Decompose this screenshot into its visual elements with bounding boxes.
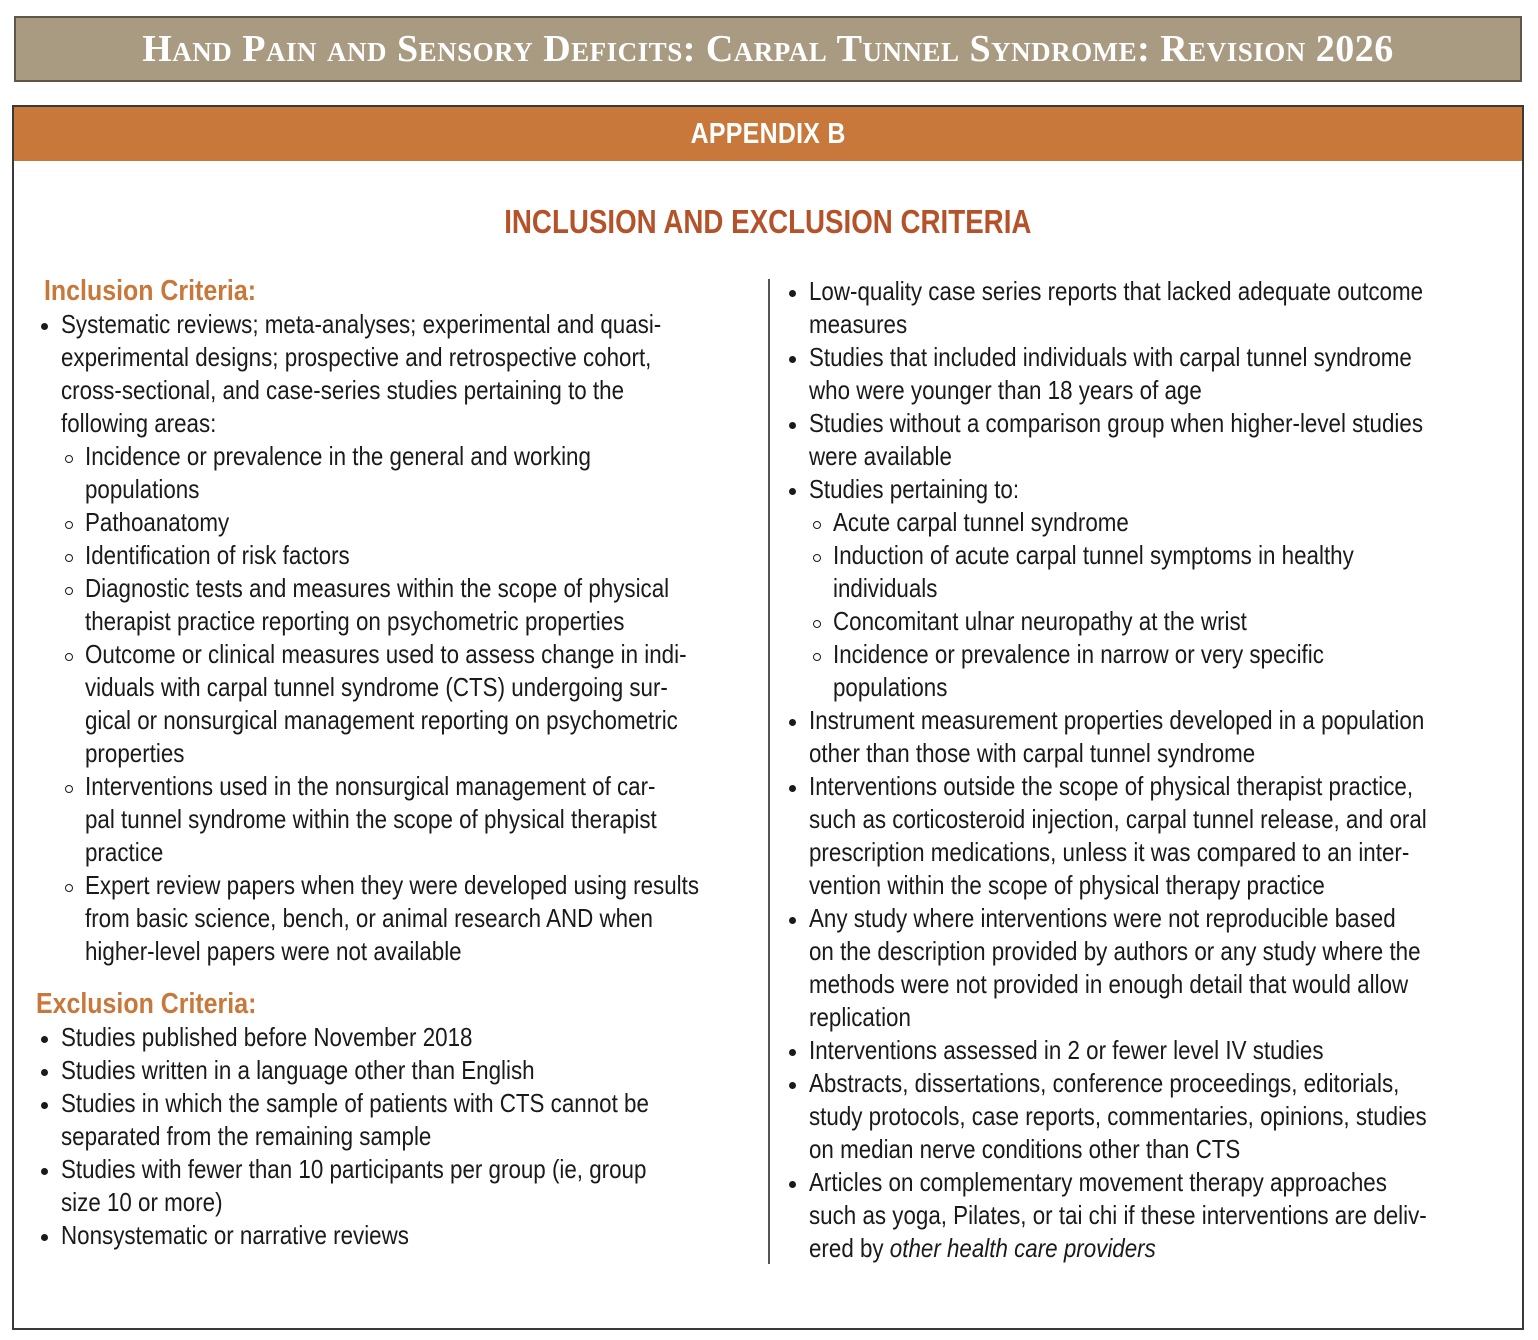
list-item-line: Studies written in a language other than English bbox=[61, 1055, 535, 1085]
list-item bbox=[784, 506, 1504, 539]
list-item-line: such as corticosteroid injection, carpal tunnel release, and oral bbox=[809, 804, 1427, 834]
list-item-line: Expert review papers when they were developed using results bbox=[85, 870, 699, 900]
exclusion-criteria-title: Exclusion Criteria: bbox=[36, 988, 257, 1020]
list-item-line: on the description provided by authors or any study where the bbox=[809, 936, 1421, 966]
list-item-line: Abstracts, dissertations, conference proceedings, editorials, bbox=[809, 1068, 1400, 1098]
sub-bullet-icon bbox=[65, 587, 73, 595]
list-item bbox=[36, 572, 756, 638]
bullet-icon bbox=[41, 1069, 48, 1076]
list-item-line: Interventions outside the scope of physical therapist practice, bbox=[809, 771, 1414, 801]
list-item bbox=[36, 308, 756, 440]
sub-bullet-icon bbox=[813, 620, 821, 628]
list-item bbox=[784, 1034, 1504, 1067]
bullet-icon bbox=[789, 356, 796, 363]
list-item-line: Identification of risk factors bbox=[85, 540, 350, 570]
exclusion-list-right bbox=[784, 275, 1504, 1232]
list-item-line: Studies that included individuals with carpal tunnel syndrome bbox=[809, 342, 1412, 372]
inclusion-criteria-title: Inclusion Criteria: bbox=[44, 275, 257, 307]
inclusion-list bbox=[36, 308, 756, 968]
bullet-icon bbox=[789, 422, 796, 429]
list-item-line: properties bbox=[85, 738, 185, 768]
bullet-icon bbox=[789, 488, 796, 495]
sub-bullet-icon bbox=[813, 554, 821, 562]
list-item-line: therapist practice reporting on psychometric properties bbox=[85, 606, 625, 636]
list-item-line: Incidence or prevalence in the general and working bbox=[85, 441, 591, 471]
appendix-label: APPENDIX B bbox=[690, 117, 846, 150]
list-item-line: Studies pertaining to: bbox=[809, 474, 1020, 504]
list-item-line: Outcome or clinical measures used to assess change in indi- bbox=[85, 639, 687, 669]
bullet-icon bbox=[789, 917, 796, 924]
list-item-line: practice bbox=[85, 837, 164, 867]
document-banner bbox=[14, 16, 1522, 82]
list-item-line: Nonsystematic or narrative reviews bbox=[61, 1220, 409, 1250]
list-item-line: Instrument measurement properties developed in a population bbox=[809, 705, 1425, 735]
list-item-line: Studies published before November 2018 bbox=[61, 1022, 473, 1052]
list-item-line: study protocols, case reports, commentaries, opinions, studies bbox=[809, 1101, 1427, 1131]
sub-bullet-icon bbox=[65, 521, 73, 529]
list-item bbox=[784, 1166, 1504, 1232]
list-item bbox=[784, 1067, 1504, 1166]
list-item-line: populations bbox=[833, 672, 948, 702]
list-item-line: Studies with fewer than 10 participants per group (ie, group bbox=[61, 1154, 647, 1184]
right-column bbox=[784, 275, 1504, 1265]
list-item bbox=[36, 1087, 756, 1153]
list-item bbox=[784, 407, 1504, 473]
list-item bbox=[36, 440, 756, 506]
list-item-line: Diagnostic tests and measures within the scope of physical bbox=[85, 573, 670, 603]
list-item-line: Incidence or prevalence in narrow or very specific bbox=[833, 639, 1324, 669]
list-item-line: prescription medications, unless it was compared to an inter- bbox=[809, 837, 1410, 867]
sub-bullet-icon bbox=[65, 785, 73, 793]
list-item-line: Pathoanatomy bbox=[85, 507, 230, 537]
list-item bbox=[784, 638, 1504, 704]
last-line-prefix: ered by bbox=[809, 1233, 890, 1263]
exclusion-list-left bbox=[36, 1021, 756, 1252]
last-line-italic: other health care providers bbox=[889, 1233, 1156, 1263]
list-item-line: Systematic reviews; meta-analyses; experimental and quasi- bbox=[61, 309, 662, 339]
list-item bbox=[36, 539, 756, 572]
page-heading bbox=[14, 203, 1522, 241]
list-item bbox=[36, 869, 756, 968]
list-item-line: populations bbox=[85, 474, 200, 504]
list-item-line: measures bbox=[809, 309, 908, 339]
list-item-line: Induction of acute carpal tunnel symptoms in healthy bbox=[833, 540, 1354, 570]
list-item-line: Studies in which the sample of patients with CTS cannot be bbox=[61, 1088, 649, 1118]
list-item-line: cross-sectional, and case-series studies pertaining to the bbox=[61, 375, 625, 405]
list-item-line: size 10 or more) bbox=[61, 1187, 223, 1217]
list-item-line: methods were not provided in enough detail that would allow bbox=[809, 969, 1409, 999]
list-item-line: from basic science, bench, or animal research AND when bbox=[85, 903, 653, 933]
list-item bbox=[36, 1054, 756, 1087]
list-item-line: individuals bbox=[833, 573, 938, 603]
sub-bullet-icon bbox=[65, 455, 73, 463]
left-column bbox=[36, 275, 756, 1252]
list-item bbox=[784, 770, 1504, 902]
list-item-line: who were younger than 18 years of age bbox=[809, 375, 1202, 405]
list-item-line: Articles on complementary movement therapy approaches bbox=[809, 1167, 1387, 1197]
list-item-line: viduals with carpal tunnel syndrome (CTS) undergoing sur- bbox=[85, 672, 668, 702]
list-item bbox=[784, 902, 1504, 1034]
bullet-icon bbox=[789, 785, 796, 792]
bullet-icon bbox=[41, 1168, 48, 1175]
sub-bullet-icon bbox=[65, 653, 73, 661]
list-item bbox=[36, 1153, 756, 1219]
bullet-icon bbox=[789, 719, 796, 726]
appendix-box bbox=[12, 105, 1524, 1330]
list-item-line: Interventions used in the nonsurgical management of car- bbox=[85, 771, 656, 801]
list-item-line: Any study where interventions were not reproducible based bbox=[809, 903, 1396, 933]
sub-bullet-icon bbox=[65, 554, 73, 562]
bullet-icon bbox=[789, 290, 796, 297]
list-item bbox=[36, 1219, 756, 1252]
column-divider bbox=[768, 279, 770, 1264]
list-item-line: Low-quality case series reports that lacked adequate outcome bbox=[809, 276, 1424, 306]
list-item-line: replication bbox=[809, 1002, 911, 1032]
bullet-icon bbox=[41, 1102, 48, 1109]
list-item-last-line bbox=[784, 1232, 1504, 1265]
bullet-icon bbox=[41, 323, 48, 330]
list-item-line: experimental designs; prospective and retrospective cohort, bbox=[61, 342, 652, 372]
list-item-line: Concomitant ulnar neuropathy at the wrist bbox=[833, 606, 1247, 636]
list-item-line: such as yoga, Pilates, or tai chi if these interventions are deliv- bbox=[809, 1200, 1427, 1230]
list-item-line: were available bbox=[809, 441, 952, 471]
list-item bbox=[784, 704, 1504, 770]
list-item-line: pal tunnel syndrome within the scope of physical therapist bbox=[85, 804, 657, 834]
sub-bullet-icon bbox=[65, 884, 73, 892]
list-item bbox=[784, 341, 1504, 407]
sub-bullet-icon bbox=[813, 521, 821, 529]
bullet-icon bbox=[41, 1234, 48, 1241]
list-item-line bbox=[809, 1232, 1156, 1265]
list-item-line: vention within the scope of physical therapy practice bbox=[809, 870, 1325, 900]
document-title: Hand Pain and Sensory Deficits: Carpal Tunnel Syndrome: Revision 2026 bbox=[142, 28, 1394, 70]
list-item bbox=[36, 1021, 756, 1054]
list-item bbox=[36, 506, 756, 539]
list-item bbox=[784, 275, 1504, 341]
bullet-icon bbox=[789, 1082, 796, 1089]
appendix-header-bar bbox=[14, 107, 1522, 161]
list-item-line: Acute carpal tunnel syndrome bbox=[833, 507, 1129, 537]
list-item-line: following areas: bbox=[61, 408, 217, 438]
list-item-line: higher-level papers were not available bbox=[85, 936, 462, 966]
bullet-icon bbox=[789, 1181, 796, 1188]
criteria-heading: INCLUSION AND EXCLUSION CRITERIA bbox=[504, 203, 1032, 240]
list-item-line: Studies without a comparison group when higher-level studies bbox=[809, 408, 1424, 438]
list-item bbox=[36, 638, 756, 770]
list-item-line: on median nerve conditions other than CTS bbox=[809, 1134, 1241, 1164]
bullet-icon bbox=[789, 1049, 796, 1056]
bullet-icon bbox=[41, 1036, 48, 1043]
list-item-line: Interventions assessed in 2 or fewer level IV studies bbox=[809, 1035, 1324, 1065]
list-item bbox=[784, 539, 1504, 605]
list-item bbox=[784, 473, 1504, 506]
sub-bullet-icon bbox=[813, 653, 821, 661]
list-item bbox=[784, 605, 1504, 638]
list-item-line: separated from the remaining sample bbox=[61, 1121, 432, 1151]
list-item-line: gical or nonsurgical management reporting on psychometric bbox=[85, 705, 678, 735]
list-item bbox=[36, 770, 756, 869]
list-item-line: other than those with carpal tunnel syndrome bbox=[809, 738, 1256, 768]
